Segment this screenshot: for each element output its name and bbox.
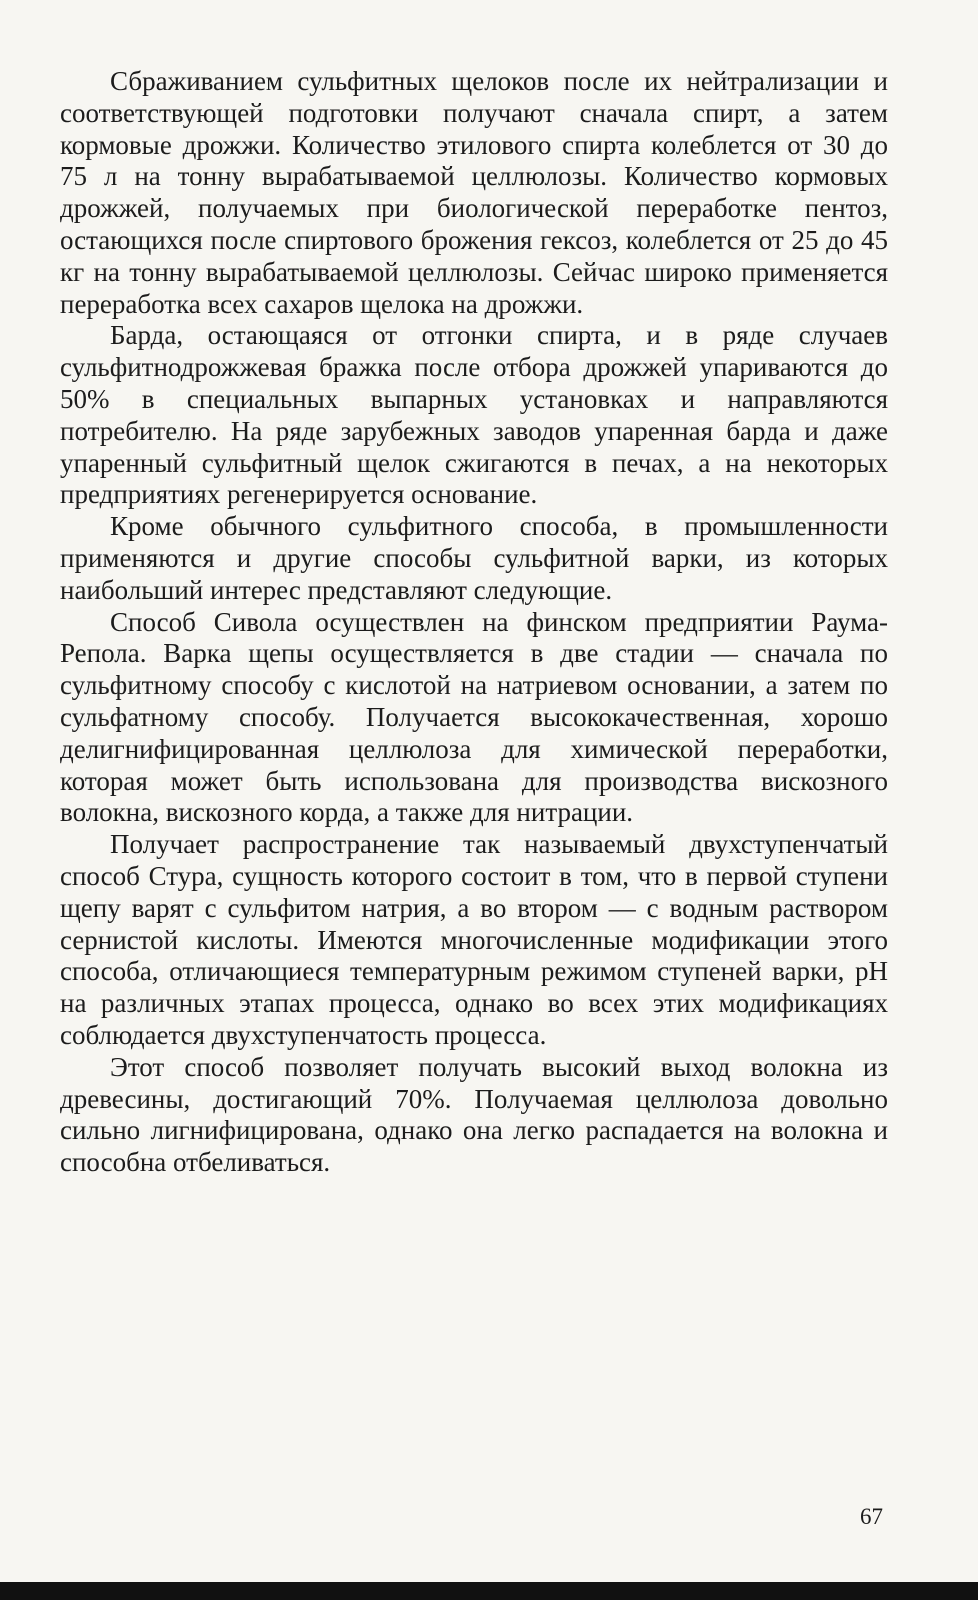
paragraph-1: Сбраживанием сульфитных щелоков после их нейтрализации и соответствующей подготовки получают сначала спирт, а затем кормовые дрожжи. Количество этилового спирта колеблется от 30 до 75 л на тонну вырабатываемой целлюлозы. Количество кормовых дрожжей, получаемых при биологической переработке пентоз, остающихся после спиртового брожения гексоз, колеблется от 25 до 45 кг на тонну вырабатываемой целлюлозы. Сейчас широко применяется переработка всех сахаров щелока на дрожжи. xyxy=(60,66,888,319)
page-text xyxy=(60,66,888,1179)
scan-bottom-edge xyxy=(0,1582,978,1600)
page-number: 67 xyxy=(860,1504,883,1529)
paragraph-4: Способ Сивола осуществлен на финском предприятии Раума-Репола. Варка щепы осуществляется в две стадии — сначала по сульфитному способу с кислотой на натриевом основании, а затем по сульфатному способу. Получается высококачественная, хорошо делигнифицированная целлюлоза для химической переработки, которая может быть использована для производства вискозного волокна, вискозного корда, а также для нитрации. xyxy=(60,606,888,828)
paragraph-2: Барда, остающаяся от отгонки спирта, и в ряде случаев сульфитнодрожжевая бражка после отбора дрожжей упариваются до 50% в специальных выпарных установках и направляются потребителю. На ряде зарубежных заводов упаренная барда и даже упаренный сульфитный щелок сжигаются в печах, а на некоторых предприятиях регенерируется основание. xyxy=(60,320,888,510)
paragraph-6: Этот способ позволяет получать высокий выход волокна из древесины, достигающий 70%. Получаемая целлюлоза довольно сильно лигнифицирована, однако она легко распадается на волокна и способна отбеливаться. xyxy=(60,1051,888,1178)
paragraph-3: Кроме обычного сульфитного способа, в промышленности применяются и другие способы сульфитной варки, из которых наибольший интерес представляют следующие. xyxy=(60,511,888,605)
paragraph-5: Получает распространение так называемый двухступенчатый способ Стура, сущность которого состоит в том, что в первой ступени щепу варят с сульфитом натрия, а во втором — с водным раствором сернистой кислоты. Имеются многочисленные модификации этого способа, отличающиеся температурным режимом ступеней варки, pH на различных этапах процесса, однако во всех этих модификациях соблюдается двухступенчатость процесса. xyxy=(60,829,888,1050)
